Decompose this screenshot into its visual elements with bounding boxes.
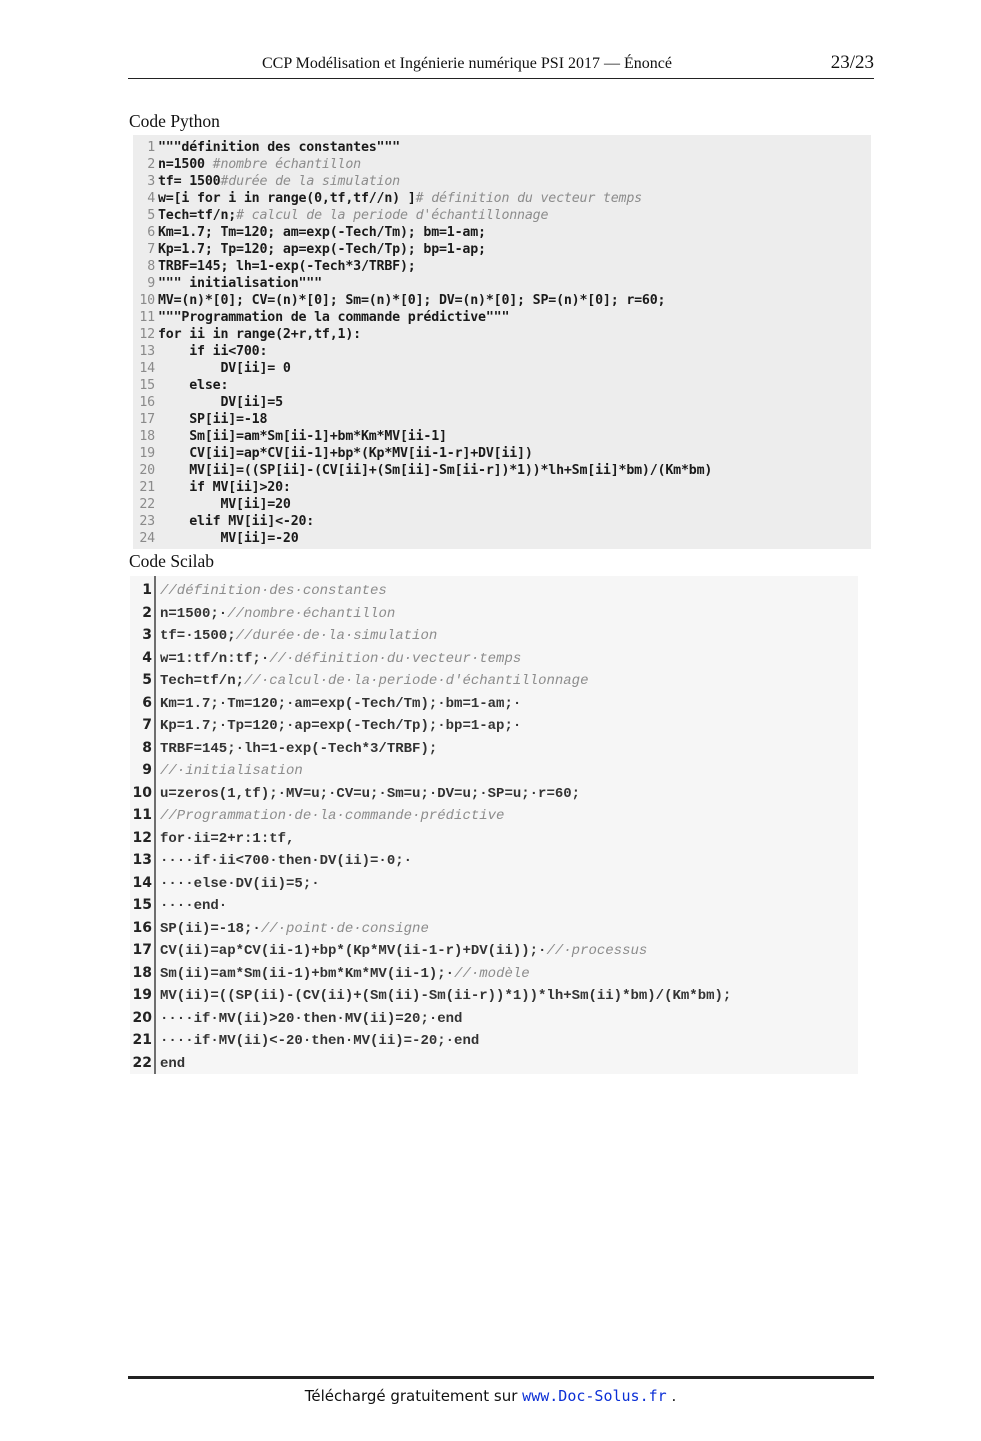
code-text: for ii in range(2+r,tf,1): (158, 327, 361, 342)
line-number: 17 (139, 412, 155, 427)
code-comment: #durée de la simulation (220, 174, 400, 189)
document-title: CCP Modélisation et Ingénierie numérique PSI 2017 — Énoncé (262, 55, 673, 72)
code-comment: //nombre·échantillon (227, 605, 396, 622)
page-number: 23/23 (830, 52, 874, 73)
code-text: end (160, 1055, 186, 1072)
footer-suffix: . (666, 1387, 677, 1405)
code-line (130, 624, 858, 647)
code-text: n=1500;· (160, 605, 228, 622)
code-text: Tech=tf/n; (158, 208, 237, 223)
code-text: ····end· (160, 898, 228, 914)
footer-rule (128, 1376, 874, 1379)
code-text: tf= 1500 (158, 174, 221, 189)
code-text: CV(ii)=ap*CV(ii-1)+bp*(Kp*MV(ii-1-r)+DV(ii));· (160, 943, 547, 959)
code-line (130, 714, 858, 737)
line-number: 21 (139, 480, 155, 495)
code-comment: //durée·de·la·simulation (235, 628, 438, 644)
line-number: 14 (139, 361, 155, 376)
scilab-heading: Code Scilab (129, 551, 215, 571)
python-heading: Code Python (129, 111, 220, 131)
code-line (133, 156, 871, 173)
code-text: Sm(ii)=am*Sm(ii-1)+bm*Km*MV(ii-1);· (160, 965, 455, 982)
code-text: MV[ii]=20 (158, 497, 291, 512)
line-number: 14 (132, 874, 152, 891)
code-comment: //·processus (546, 943, 648, 959)
code-text: ····if·MV(ii)>20·then·MV(ii)=20;·end (160, 1010, 463, 1027)
code-line (130, 917, 858, 940)
code-text: DV[ii]= 0 (158, 361, 291, 376)
code-line (133, 275, 871, 292)
line-number: 7 (147, 242, 155, 257)
code-text: CV[ii]=ap*CV[ii-1]+bp*(Kp*MV[ii-1-r]+DV[ii]) (158, 446, 533, 461)
code-text: Sm[ii]=am*Sm[ii-1]+bm*Km*MV[ii-1] (158, 429, 447, 444)
footer-text: Téléchargé gratuitement sur (304, 1387, 523, 1405)
code-line (130, 1007, 858, 1030)
code-text: elif MV[ii]<-20: (158, 514, 315, 529)
code-line (130, 602, 858, 625)
line-number: 20 (132, 1009, 152, 1026)
line-number: 13 (139, 344, 155, 359)
line-number: 4 (147, 191, 155, 206)
line-number: 9 (142, 762, 152, 778)
code-comment: //·initialisation (160, 763, 303, 779)
code-comment: # définition du vecteur temps (415, 191, 642, 206)
footer-link[interactable]: www.Doc-Solus.fr (522, 1387, 667, 1405)
line-number: 11 (132, 807, 152, 823)
code-text: for·ii=2+r:1:tf, (160, 830, 295, 847)
code-line (130, 737, 858, 760)
code-text: ····if·MV(ii)<-20·then·MV(ii)=-20;·end (160, 1033, 480, 1049)
code-text: Kp=1.7;·Tp=120;·ap=exp(-Tech/Tp);·bp=1-ap;· (160, 718, 522, 734)
code-text: tf=·1500; (160, 628, 236, 644)
code-line (133, 241, 871, 258)
code-line (133, 411, 871, 428)
line-number: 5 (142, 672, 152, 688)
code-text: MV(ii)=((SP(ii)-(CV(ii)+(Sm(ii)-Sm(ii-r))*1))*lh+Sm(ii)*bm)/(Km*bm); (160, 988, 732, 1004)
code-text: """Programmation de la commande prédictive""" (158, 310, 510, 325)
line-number: 13 (132, 852, 152, 868)
code-line (133, 428, 871, 445)
code-text: if MV[ii]>20: (158, 480, 291, 495)
line-number: 22 (139, 497, 155, 512)
code-text: SP(ii)=-18;· (160, 920, 261, 937)
code-line (130, 759, 858, 782)
code-line (133, 207, 871, 224)
code-line (133, 173, 871, 190)
code-line (130, 782, 858, 805)
code-line (130, 647, 858, 670)
code-line (130, 962, 858, 985)
code-comment: //·définition·du·vecteur·temps (269, 650, 522, 667)
line-number: 19 (139, 446, 155, 461)
code-line (133, 394, 871, 411)
code-line (130, 872, 858, 895)
code-line (130, 1029, 858, 1052)
code-comment: //·point·de·consigne (260, 920, 429, 937)
code-text: SP[ii]=-18 (158, 412, 268, 427)
code-text: Kp=1.7; Tp=120; ap=exp(-Tech/Tp); bp=1-ap; (158, 242, 486, 257)
code-text: w=[i for i in range(0,tf,tf//n) ] (158, 191, 416, 206)
line-number: 19 (132, 987, 152, 1003)
code-line (133, 343, 871, 360)
code-text: ····else·DV(ii)=5;· (160, 875, 320, 892)
code-line (130, 984, 858, 1007)
code-text: MV[ii]=-20 (158, 531, 299, 546)
line-number: 3 (147, 174, 155, 189)
code-line (133, 258, 871, 275)
line-number: 18 (139, 429, 155, 444)
line-number: 8 (142, 739, 152, 756)
code-line (133, 190, 871, 207)
code-line (130, 1052, 858, 1075)
code-text: if ii<700: (158, 344, 268, 359)
code-line (130, 669, 858, 692)
code-line (130, 939, 858, 962)
code-line (133, 462, 871, 479)
line-number: 6 (147, 225, 155, 240)
line-number: 17 (132, 942, 152, 958)
line-number: 12 (139, 327, 155, 342)
line-number: 15 (139, 378, 155, 393)
python-code-block (133, 135, 871, 549)
code-text: w=1:tf/n:tf;· (160, 650, 270, 667)
code-line (133, 530, 871, 547)
code-comment: #nombre échantillon (212, 157, 361, 172)
code-line (133, 445, 871, 462)
line-number: 11 (139, 310, 155, 325)
line-number: 9 (147, 276, 155, 291)
line-number: 12 (132, 829, 152, 846)
code-text: ····if·ii<700·then·DV(ii)=·0;· (160, 853, 413, 869)
line-number: 7 (142, 717, 152, 733)
line-number: 8 (147, 259, 155, 274)
code-line (133, 377, 871, 394)
line-number: 18 (132, 964, 152, 981)
code-text: MV[ii]=((SP[ii]-(CV[ii]+(Sm[ii]-Sm[ii-r])*1))*lh+Sm[ii]*bm)/(Km*bm) (158, 463, 713, 478)
code-line (133, 360, 871, 377)
line-number: 21 (132, 1032, 152, 1048)
code-comment: //·calcul·de·la·periode·d'échantillonnage (244, 673, 589, 689)
code-line (133, 496, 871, 513)
code-line (133, 309, 871, 326)
line-number: 20 (139, 463, 155, 478)
line-number: 23 (139, 514, 155, 529)
code-text: TRBF=145; lh=1-exp(-Tech*3/TRBF); (158, 259, 416, 274)
code-line (130, 579, 858, 602)
code-line (133, 224, 871, 241)
code-comment: # calcul de la periode d'échantillonnage (236, 208, 549, 223)
code-text: DV[ii]=5 (158, 395, 283, 410)
line-number: 16 (139, 395, 155, 410)
code-text: Tech=tf/n; (160, 673, 245, 689)
code-line (133, 139, 871, 156)
code-text: """ initialisation""" (158, 276, 322, 291)
code-text: """définition des constantes""" (158, 140, 400, 155)
line-number: 2 (147, 157, 155, 172)
line-number: 1 (147, 140, 155, 155)
code-text: MV=(n)*[0]; CV=(n)*[0]; Sm=(n)*[0]; DV=(n)*[0]; SP=(n)*[0]; r=60; (158, 293, 666, 308)
code-text: Km=1.7;·Tm=120;·am=exp(-Tech/Tm);·bm=1-am;· (160, 695, 522, 712)
code-line (133, 326, 871, 343)
code-text: Km=1.7; Tm=120; am=exp(-Tech/Tm); bm=1-am; (158, 225, 486, 240)
code-text: else: (158, 378, 229, 393)
code-text: u=zeros(1,tf);·MV=u;·CV=u;·Sm=u;·DV=u;·SP=u;·r=60; (160, 785, 581, 802)
line-number: 22 (132, 1054, 152, 1071)
code-line (130, 827, 858, 850)
line-number: 6 (142, 694, 152, 711)
page-footer (0, 1387, 981, 1405)
line-number: 1 (142, 582, 152, 598)
line-number: 10 (132, 784, 152, 801)
line-number: 10 (139, 293, 155, 308)
line-number: 4 (142, 649, 152, 666)
code-line (133, 479, 871, 496)
code-line (130, 849, 858, 872)
code-line (130, 894, 858, 917)
code-text: n=1500 (158, 157, 213, 172)
code-line (130, 692, 858, 715)
page-header (128, 52, 874, 79)
code-text: TRBF=145;·lh=1-exp(-Tech*3/TRBF); (160, 740, 438, 757)
line-number: 24 (139, 531, 155, 546)
line-number: 16 (132, 919, 152, 936)
line-number: 3 (142, 627, 152, 643)
line-number: 2 (142, 604, 152, 621)
code-comment: //Programmation·de·la·commande·prédictive (160, 808, 505, 824)
line-number: 15 (132, 897, 152, 913)
scilab-code-block (130, 576, 858, 1074)
code-line (133, 292, 871, 309)
code-line (130, 804, 858, 827)
code-line (133, 513, 871, 530)
line-number: 5 (147, 208, 155, 223)
code-comment: //·modèle (454, 965, 530, 982)
code-comment: //définition·des·constantes (160, 583, 387, 599)
